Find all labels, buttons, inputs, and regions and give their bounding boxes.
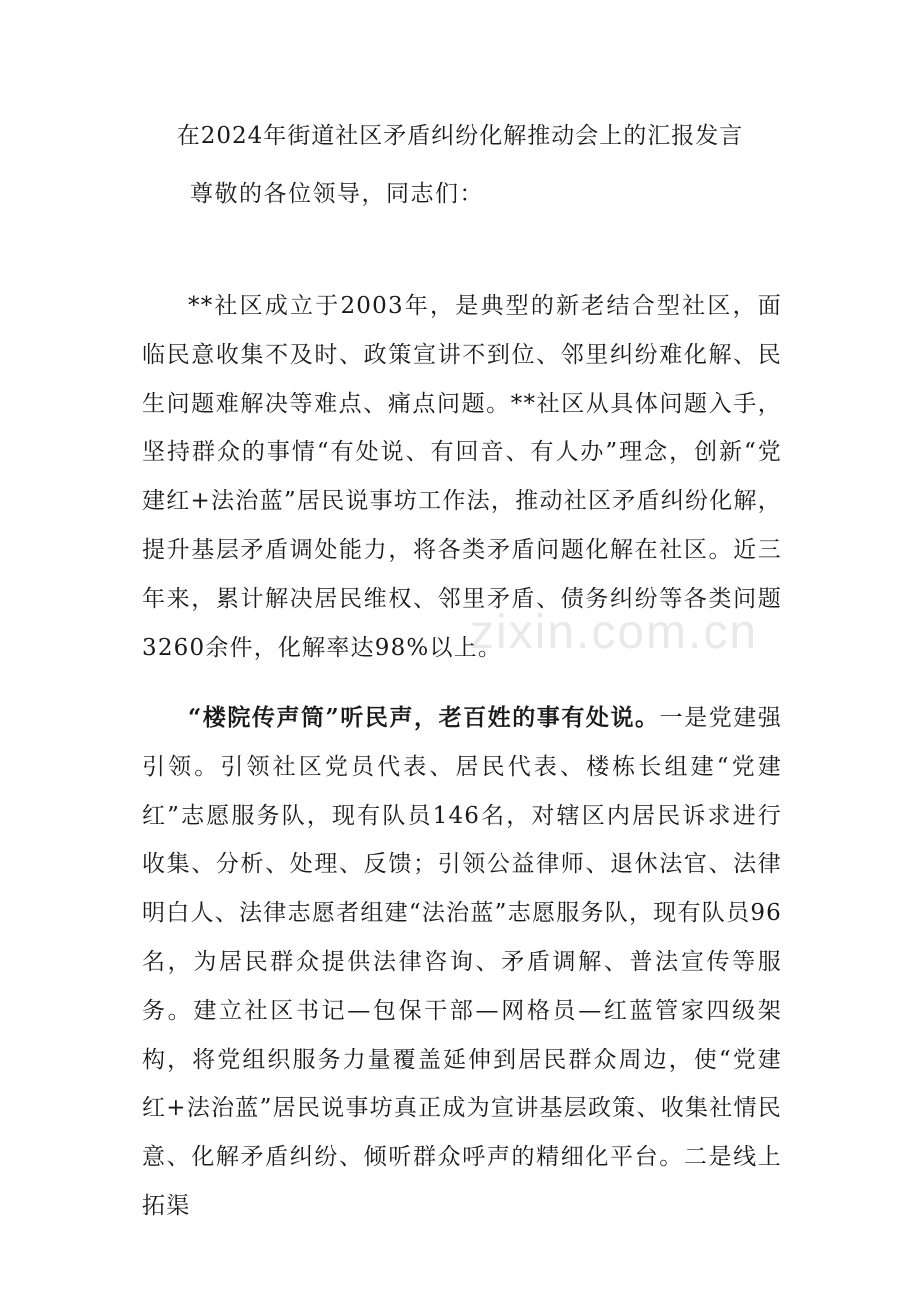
watermark: zixin.com.cn [470,606,759,659]
salutation: 尊敬的各位领导，同志们： [190,181,484,207]
document-title: 在2024年街道社区矛盾纠纷化解推动会上的汇报发言 [176,123,744,149]
paragraph-2-body: 一是党建强引领。引领社区党员代表、居民代表、楼栋长组建“党建红”志愿服务队，现有队员146名，对辖区内居民诉求进行收集、分析、处理、反馈；引领公益律师、退休法官、法律明白人、法律志愿者组建“法治蓝”志愿服务队，现有队员96名，为居民群众提供法律咨询、矛盾调解、普法宣传等服务。建立社区书记—包保干部—网格员—红蓝管家四级架构，将党组织服务力量覆盖延伸到居民群众周边，使“党建红+法治蓝”居民说事坊真正成为宣讲基层政策、收集社情民意、化解矛盾纠纷、倾听群众呼声的精细化平台。二是线上拓渠 [142,705,782,1219]
paragraph-1: **社区成立于2003年，是典型的新老结合型社区，面临民意收集不及时、政策宣讲不到位、邻里纠纷难化解、民生问题难解决等难点、痛点问题。**社区从具体问题入手，坚持群众的事情“有处说、有回音、有人办”理念，创新“党建红+法治蓝”居民说事坊工作法，推动社区矛盾纠纷化解，提升基层矛盾调处能力，将各类矛盾问题化解在社区。近三年来，累计解决居民维权、邻里矛盾、债务纠纷等各类问题3260余件，化解率达98%以上。 [142,293,782,661]
paragraph-2-lead: “楼院传声筒”听民声，老百姓的事有处说。 [188,704,660,731]
paragraph-2 [142,694,782,1231]
